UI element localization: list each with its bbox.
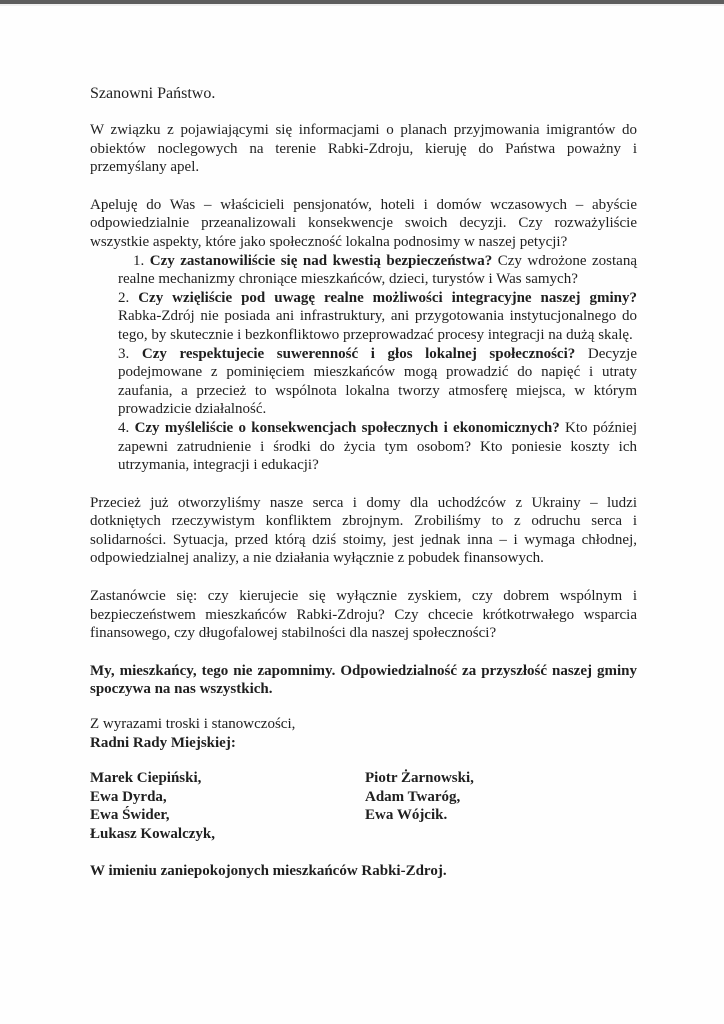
footer-statement: W imieniu zaniepokojonych mieszkańców Rabki-Zdroj. (90, 862, 447, 879)
signer-name: Adam Twaróg, (365, 788, 461, 805)
question-number: 3. (118, 345, 130, 362)
reflection-paragraph: Przecież już otworzyliśmy nasze serca i domy dla uchodźców z Ukrainy – ludzi dotkniętych rzeczywistym konfliktem zbrojnym. Zrobiliśmy to z odruchu serca i solidarności. Sytuacja, przed którą dziś stoimy, jest jednak inna – i wymaga chłodnej, odpowiedzialnej analizy, a nie działania wyłącznie z pobudek finansowych. (90, 494, 637, 567)
question-bold-text: Czy respektujecie suwerenność i głos lokalnej społeczności? (141, 345, 576, 362)
signer-name: Piotr Żarnowski, (365, 770, 474, 787)
warning-paragraph: My, mieszkańcy, tego nie zapomnimy. Odpowiedzialność za przyszłość naszej gminy spoczywa na nas wszystkich. (90, 662, 637, 698)
question-body-text: Decyzje podejmowane z pominięciem mieszkańców mogą prowadzić do napięć i utraty zaufania, a przecież to wspólnota lokalna tworzy atmosferę miejsca, w którym prowadzicie działalność. (118, 345, 637, 418)
signature-column-left (90, 769, 365, 843)
signature-column-right (365, 769, 637, 843)
signer-name: Ewa Wójcik. (365, 807, 448, 824)
question-bold-text: Czy wzięliście pod uwagę realne możliwości integracyjne naszej gminy? (138, 289, 637, 306)
scan-edge-bar (0, 0, 724, 6)
closing-line: Z wyrazami troski i stanowczości, (90, 716, 296, 733)
question-body-text: Rabka-Zdrój nie posiada ani infrastruktury, ani przygotowania instytucjonalnego do tego, by skutecznie i bezkonfliktowo przeprowadzać procesy integracji na dużą skalę. (118, 308, 637, 343)
signer-name: Ewa Świder, (90, 807, 170, 824)
question-item (118, 419, 637, 475)
signer-name: Łukasz Kowalczyk, (90, 826, 216, 842)
signature-columns (90, 769, 637, 843)
question-item (118, 289, 637, 345)
intro-paragraph: W związku z pojawiającymi się informacjami o planach przyjmowania imigrantów do obiektów noclegowych na terenie Rabki-Zdroju, kieruję do Państwa poważny i przemyślany apel. (90, 122, 637, 176)
signer-name: Ewa Dyrda, (90, 788, 167, 805)
greeting: Szanowni Państwo. (90, 85, 216, 102)
questions-list (118, 252, 637, 475)
appeal-paragraph: Apeluję do Was – właścicieli pensjonatów, hoteli i domów wczasowych – abyście odpowiedzialnie przeanalizowali konsekwencje swoich decyzji. Czy rozważyliście wszystkie aspekty, które jako społeczność lokalna podnosimy w naszej petycji? (90, 196, 637, 250)
question-bold-text: Czy zastanowiliście się nad kwestią bezpieczeństwa? (149, 252, 493, 269)
question-body-text: Czy wdrożone zostaną realne mechanizmy chroniące mieszkańców, dzieci, turystów i Was samych? (118, 252, 637, 288)
consideration-paragraph: Zastanówcie się: czy kierujecie się wyłącznie zyskiem, czy dobrem wspólnym i bezpieczeństwem mieszkańców Rabki-Zdroju? Czy chcecie krótkotrwałego wsparcia finansowego, czy długofalowej stabilności dla naszej społeczności? (90, 588, 637, 642)
question-item (118, 252, 637, 289)
question-bold-text: Czy myśleliście o konsekwencjach społecznych i ekonomicznych? (134, 419, 560, 436)
letter-content (90, 84, 637, 881)
question-number: 4. (118, 419, 130, 436)
signers-title: Radni Rady Miejskiej: (90, 734, 236, 751)
closing-block (90, 715, 637, 752)
question-item (118, 345, 637, 419)
question-body-text: Kto później zapewni zatrudnienie i środki do życia tym osobom? Kto poniesie koszty ich utrzymania, integracji i edukacji? (118, 419, 638, 474)
question-number: 1. (133, 252, 145, 269)
question-number: 2. (118, 289, 130, 306)
signer-name: Marek Ciepiński, (90, 770, 202, 787)
